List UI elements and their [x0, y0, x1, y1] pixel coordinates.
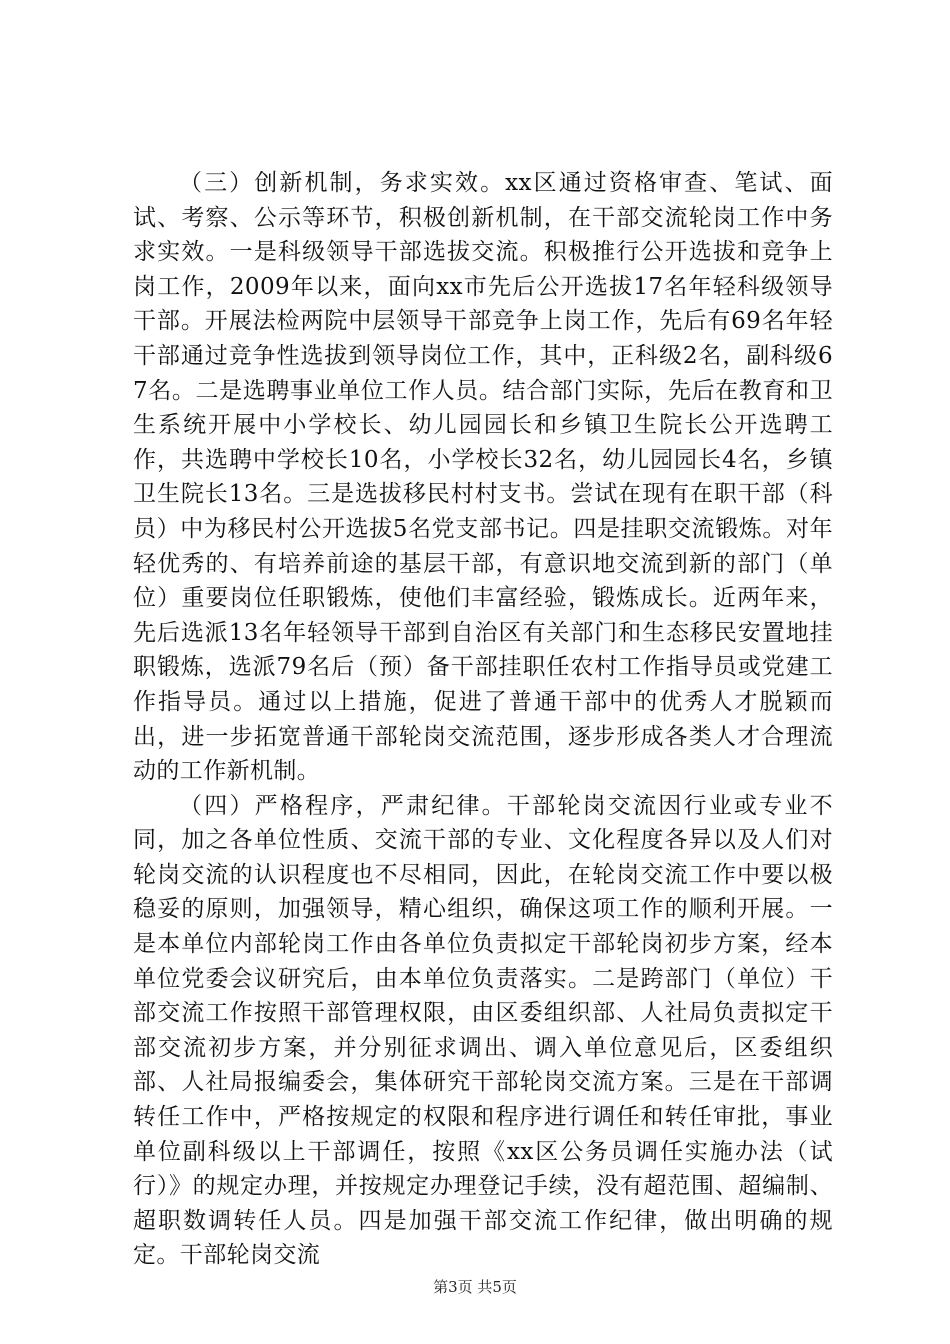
page-number-footer: 第3页 共5页: [433, 1278, 517, 1296]
paragraph-strict-procedure: （四）严格程序，严肃纪律。干部轮岗交流因行业或专业不同，加之各单位性质、交流干部的专业、文化程度各异以及人们对轮岗交流的认识程度也不尽相同，因此，在轮岗交流工作中要以极稳妥的原则，加强领导，精心组织，确保这项工作的顺利开展。一是本单位内部轮岗工作由各单位负责拟定干部轮岗初步方案，经本单位党委会议研究后，由本单位负责落实。二是跨部门（单位）干部交流工作按照干部管理权限，由区委组织部、人社局负责拟定干部交流初步方案，并分别征求调出、调入单位意见后，区委组织部、人社局报编委会，集体研究干部轮岗交流方案。三是在干部调转任工作中，严格按规定的权限和程序进行调任和转任审批，事业单位副科级以上干部调任，按照《xx区公务员调任实施办法（试行）》的规定办理，并按规定办理登记手续，没有超范围、超编制、超职数调转任人员。四是加强干部交流工作纪律，做出明确的规定。干部轮岗交流: [133, 792, 833, 1269]
document-body: [133, 166, 833, 1273]
paragraph-innovation-mechanism: （三）创新机制，务求实效。xx区通过资格审查、笔试、面试、考察、公示等环节，积极创新机制，在干部交流轮岗工作中务求实效。一是科级领导干部选拔交流。积极推行公开选拔和竞争上岗工作，2009年以来，面向xx市先后公开选拔17名年轻科级领导干部。开展法检两院中层领导干部竞争上岗工作，先后有69名年轻干部通过竞争性选拔到领导岗位工作，其中，正科级2名，副科级67名。二是选聘事业单位工作人员。结合部门实际，先后在教育和卫生系统开展中小学校长、幼儿园园长和乡镇卫生院长公开选聘工作，共选聘中学校长10名，小学校长32名，幼儿园园长4名，乡镇卫生院长13名。三是选拔移民村村支书。尝试在现有在职干部（科员）中为移民村公开选拔5名党支部书记。四是挂职交流锻炼。对年轻优秀的、有培养前途的基层干部，有意识地交流到新的部门（单位）重要岗位任职锻炼，使他们丰富经验，锻炼成长。近两年来，先后选派13名年轻领导干部到自治区有关部门和生态移民安置地挂职锻炼，选派79名后（预）备干部挂职任农村工作指导员或党建工作指导员。通过以上措施，促进了普通干部中的优秀人才脱颖而出，进一步拓宽普通干部轮岗交流范围，逐步形成各类人才合理流动的工作新机制。: [133, 170, 833, 785]
